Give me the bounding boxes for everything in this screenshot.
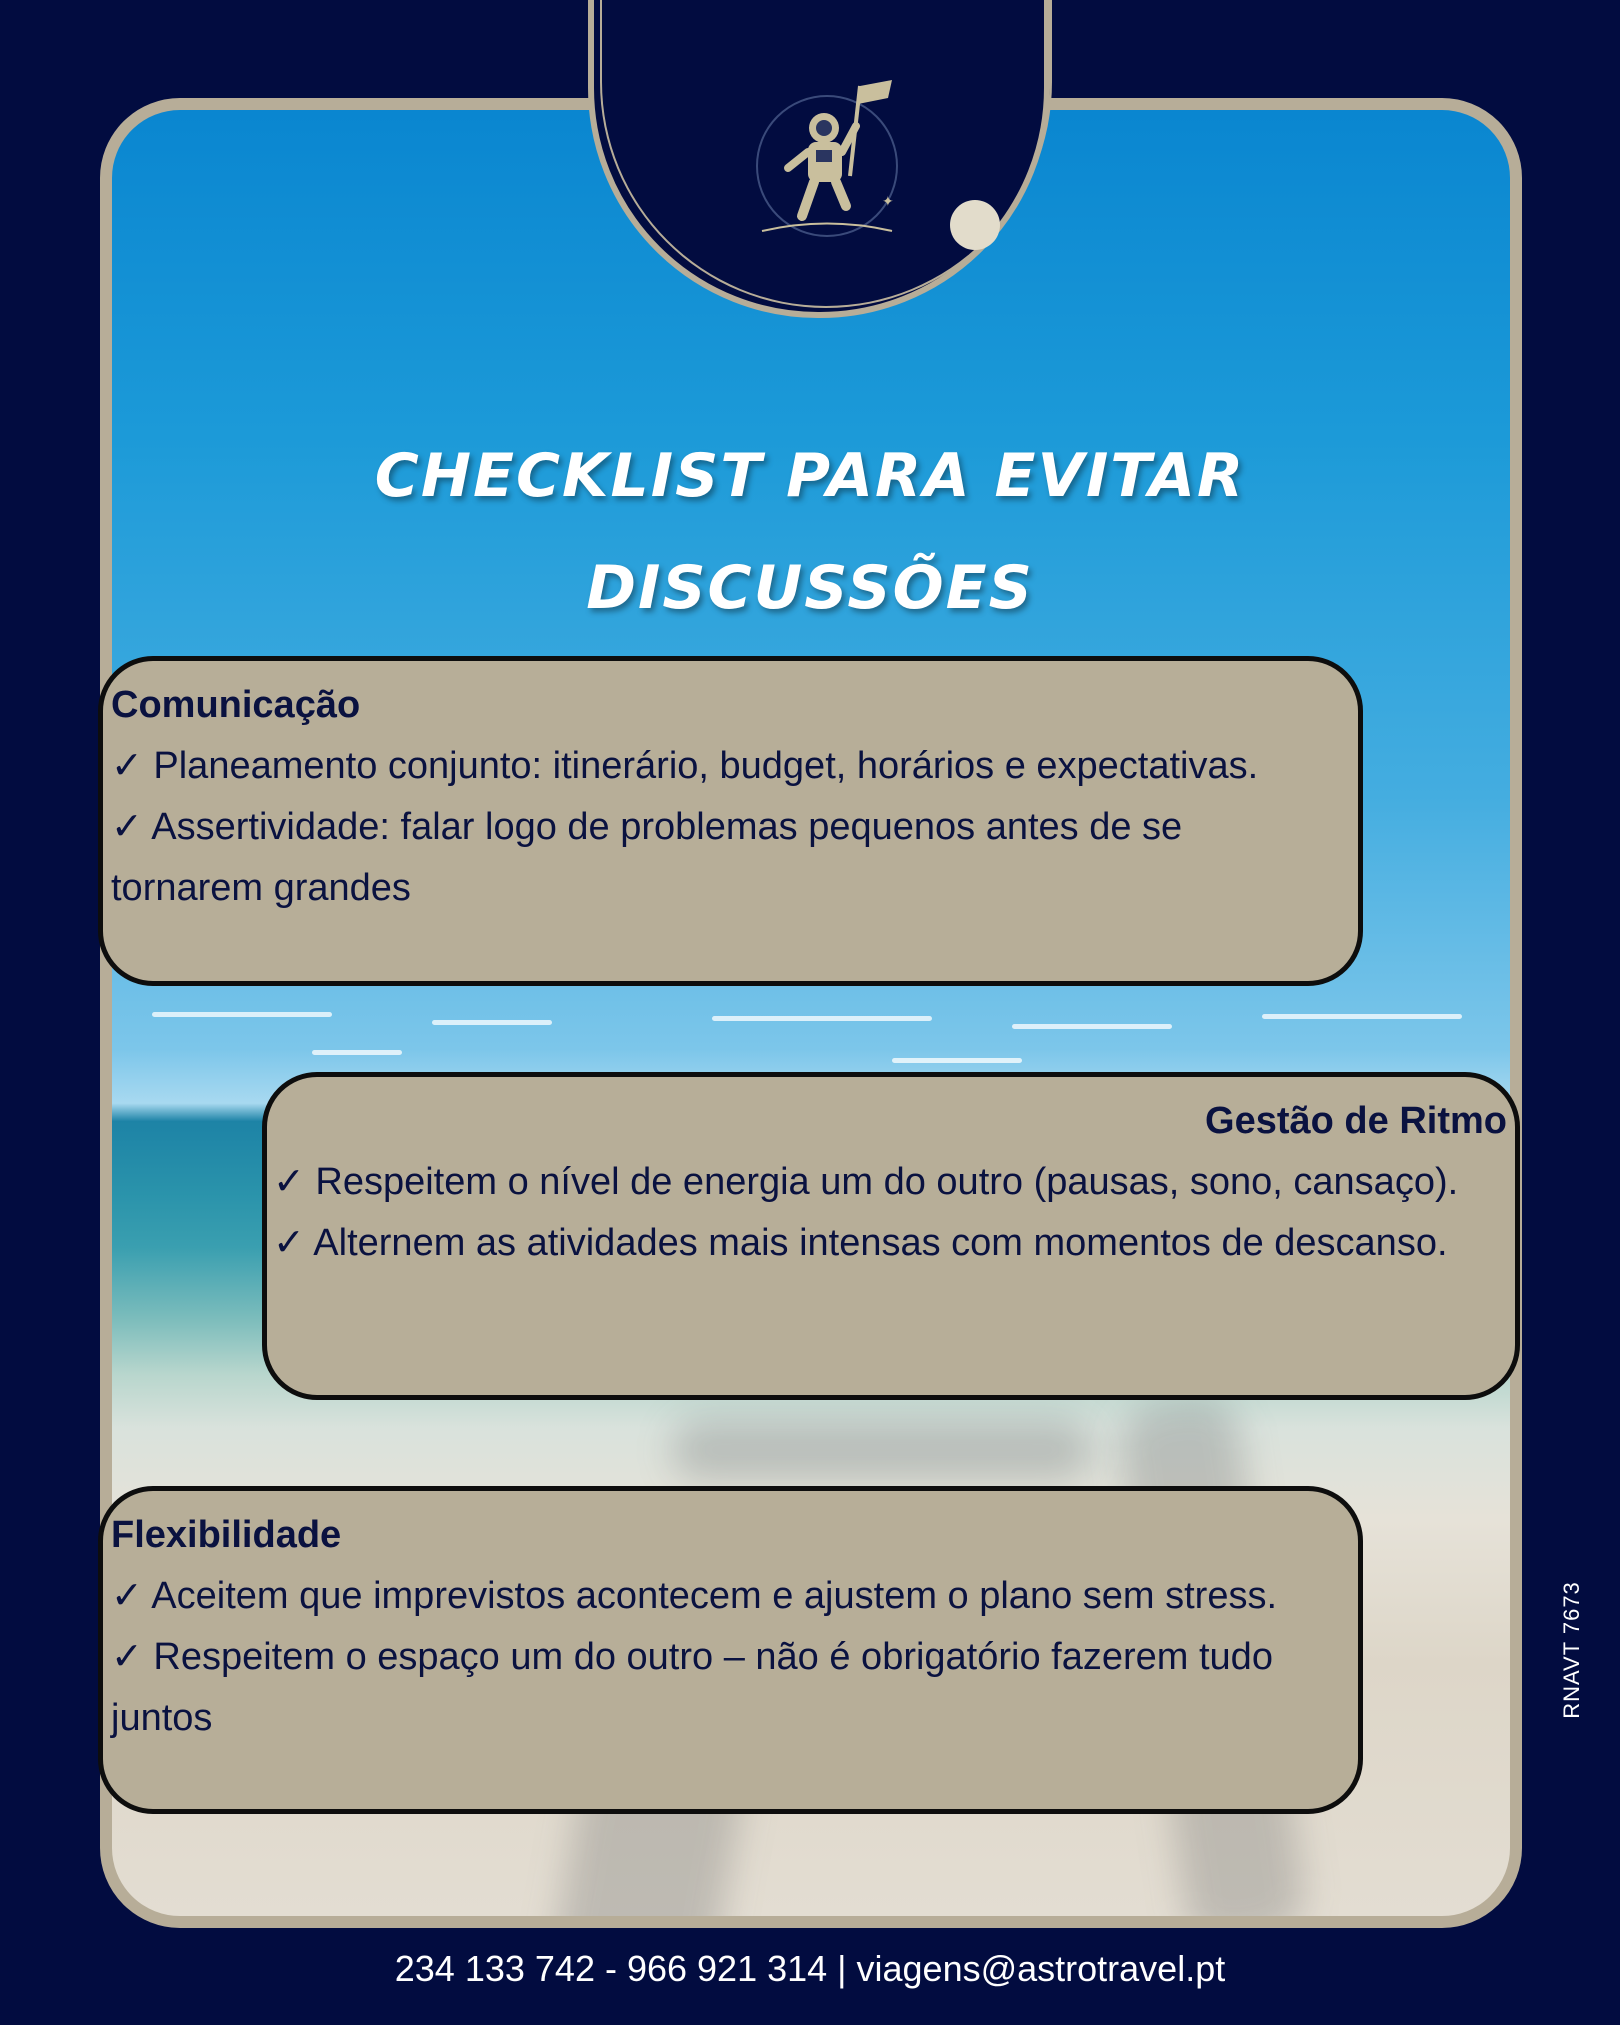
card-item: ✓ Planeamento conjunto: itinerário, budget, horários e expectativas. bbox=[111, 745, 1259, 787]
card-heading: Gestão de Ritmo bbox=[1205, 1100, 1507, 1142]
card-item: ✓ Assertividade: falar logo de problemas pequenos antes de se tornarem grandes bbox=[111, 806, 1183, 909]
astronaut-flag-icon bbox=[742, 56, 912, 256]
card-heading: Comunicação bbox=[111, 684, 361, 726]
card-flexibilidade bbox=[98, 1486, 1363, 1814]
title-line-1: CHECKLIST PARA EVITAR DISCUSSÕES bbox=[374, 441, 1246, 623]
license-number: RNAVT 7673 bbox=[1559, 1581, 1584, 1719]
card-heading: Flexibilidade bbox=[111, 1514, 342, 1556]
moon-dot bbox=[950, 200, 1000, 250]
card-item: ✓ Aceitem que imprevistos acontecem e ajustem o plano sem stress. bbox=[111, 1575, 1278, 1617]
svg-text:✦: ✦ bbox=[882, 194, 894, 210]
card-gestao-ritmo bbox=[262, 1072, 1520, 1400]
card-item: ✓ Respeitem o espaço um do outro – não é obrigatório fazerem tudo juntos bbox=[111, 1636, 1273, 1739]
card-item: ✓ Respeitem o nível de energia um do outro (pausas, sono, cansaço). bbox=[273, 1161, 1459, 1203]
footer-contact: 234 133 742 - 966 921 314 | viagens@astrotravel.pt bbox=[394, 1948, 1226, 1989]
card-item: ✓ Alternem as atividades mais intensas com momentos de descanso. bbox=[273, 1222, 1448, 1264]
card-comunicacao bbox=[98, 656, 1363, 986]
